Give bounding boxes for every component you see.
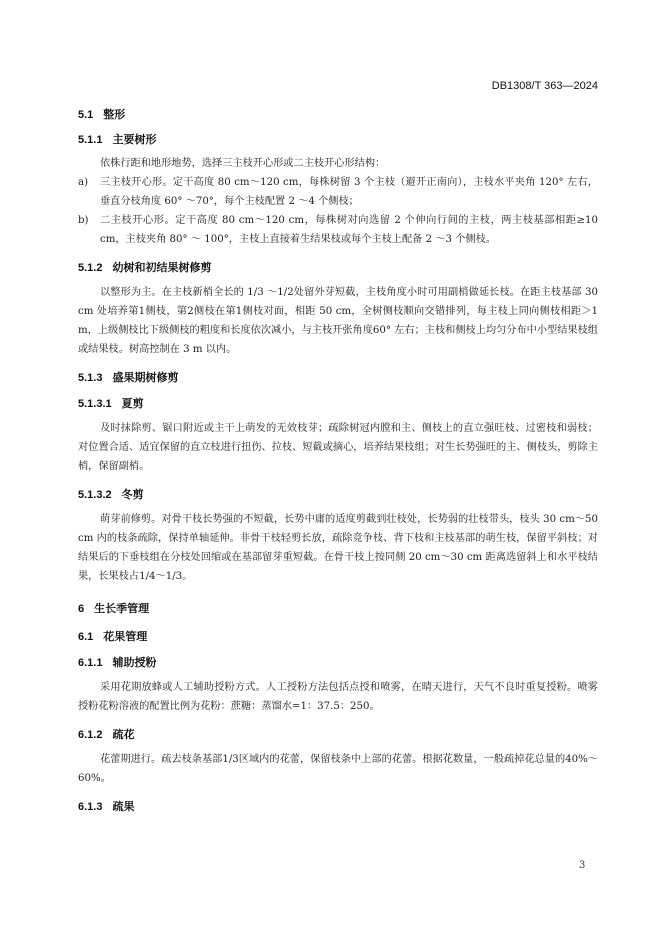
heading-6-1-1: 6.1.1 辅助授粉 — [78, 657, 157, 669]
paragraph: 萌芽前修剪。对骨干枝长势强的不短截，长势中庸的适度剪截到壮枝处，长势弱的壮枝带头，枝头 30 cm～50 cm 内的枝条疏除，保持单轴延伸。非骨干枝轻剪长放，疏除竞争枝、背下枝和主枝基部的萌生枝，保留平斜枝；对结果后的下垂枝组在分枝处回缩或在基部留芽重短截。在骨干枝上按同侧 20 cm～30 cm 距离选留斜上和水平枝结果，长果枝占1/4～1/3。 — [78, 514, 598, 582]
paragraph: 依株行距和地形地势，选择三主枝开心形或二主枝开心形结构： — [100, 158, 386, 169]
list-item: a) 三主枝开心形。定干高度 80 cm～120 cm，每株树留 3 个主枝（避开正南向），主枝水平夹角 120° 左右，垂直分枝角度 60° ～70°，每个主枝配置 2 ～4 个侧枝； — [78, 177, 598, 207]
heading-6-1-2: 6.1.2 疏花 — [78, 729, 135, 741]
heading-5-1: 5.1 整形 — [78, 109, 126, 121]
heading-6-1-3: 6.1.3 疏果 — [78, 801, 135, 813]
heading-6-1: 6.1 花果管理 — [78, 631, 148, 643]
paragraph: 及时抹除剪、锯口附近或主干上萌发的无效枝芽；疏除树冠内膛和主、侧枝上的直立强旺枝、过密枝和弱枝；对位置合适、适宜保留的直立枝进行扭伤、拉枝、短截或摘心，培养结果枝组；对生长势强旺的主、侧枝头，剪除主梢，保留副梢。 — [78, 423, 598, 472]
paragraph: 采用花期放蜂或人工辅助授粉方式。人工授粉方法包括点授和喷雾，在晴天进行，天气不良时重复授粉。喷雾授粉花粉溶液的配置比例为花粉：蔗糖：蒸馏水=1：37.5：250。 — [78, 682, 598, 712]
heading-6: 6 生长季管理 — [78, 603, 150, 615]
page-number: 3 — [579, 860, 586, 871]
list-item: b) 二主枝开心形。定干高度 80 cm～120 cm，每株树对向选留 2 个伸向行间的主枝，两主枝基部相距≥10 cm，主枝夹角 80° ～ 100°，主枝上直接着生结果枝或每个主枝上配备 2 ～3 个侧枝。 — [78, 215, 598, 245]
tree-shape-list — [78, 173, 598, 249]
paragraph: 花蕾期进行。疏去枝条基部1/3区域内的花蕾，保留枝条中上部的花蕾。根据花数量，一般疏掉花总量的40%～60%。 — [78, 754, 598, 784]
heading-5-1-3: 5.1.3 盛果期树修剪 — [78, 372, 179, 384]
heading-5-1-3-1: 5.1.3.1 夏剪 — [78, 398, 144, 410]
heading-5-1-1: 5.1.1 主要树形 — [78, 134, 157, 146]
paragraph: 以整形为主。在主枝新梢全长的 1/3 ～1/2处留外芽短截，主枝角度小时可用副梢做延长枝。在距主枝基部 30 cm 处培养第1侧枝，第2侧枝在第1侧枝对面，相距 50 cm，全树侧枝顺向交错排列，每主枝上同向侧枝相距＞1 m，上级侧枝比下级侧枝的粗度和长度依次减小，与主枝开张角度60° 左右；主枝和侧枝上均匀分布中小型结果枝组或结果枝。树高控制在 3 m 以内。 — [78, 287, 598, 355]
heading-5-1-2: 5.1.2 幼树和初结果树修剪 — [78, 262, 212, 274]
document-body — [78, 103, 598, 814]
heading-5-1-3-2: 5.1.3.2 冬剪 — [78, 489, 144, 501]
document-code: DB1308/T 363—2024 — [491, 80, 598, 92]
